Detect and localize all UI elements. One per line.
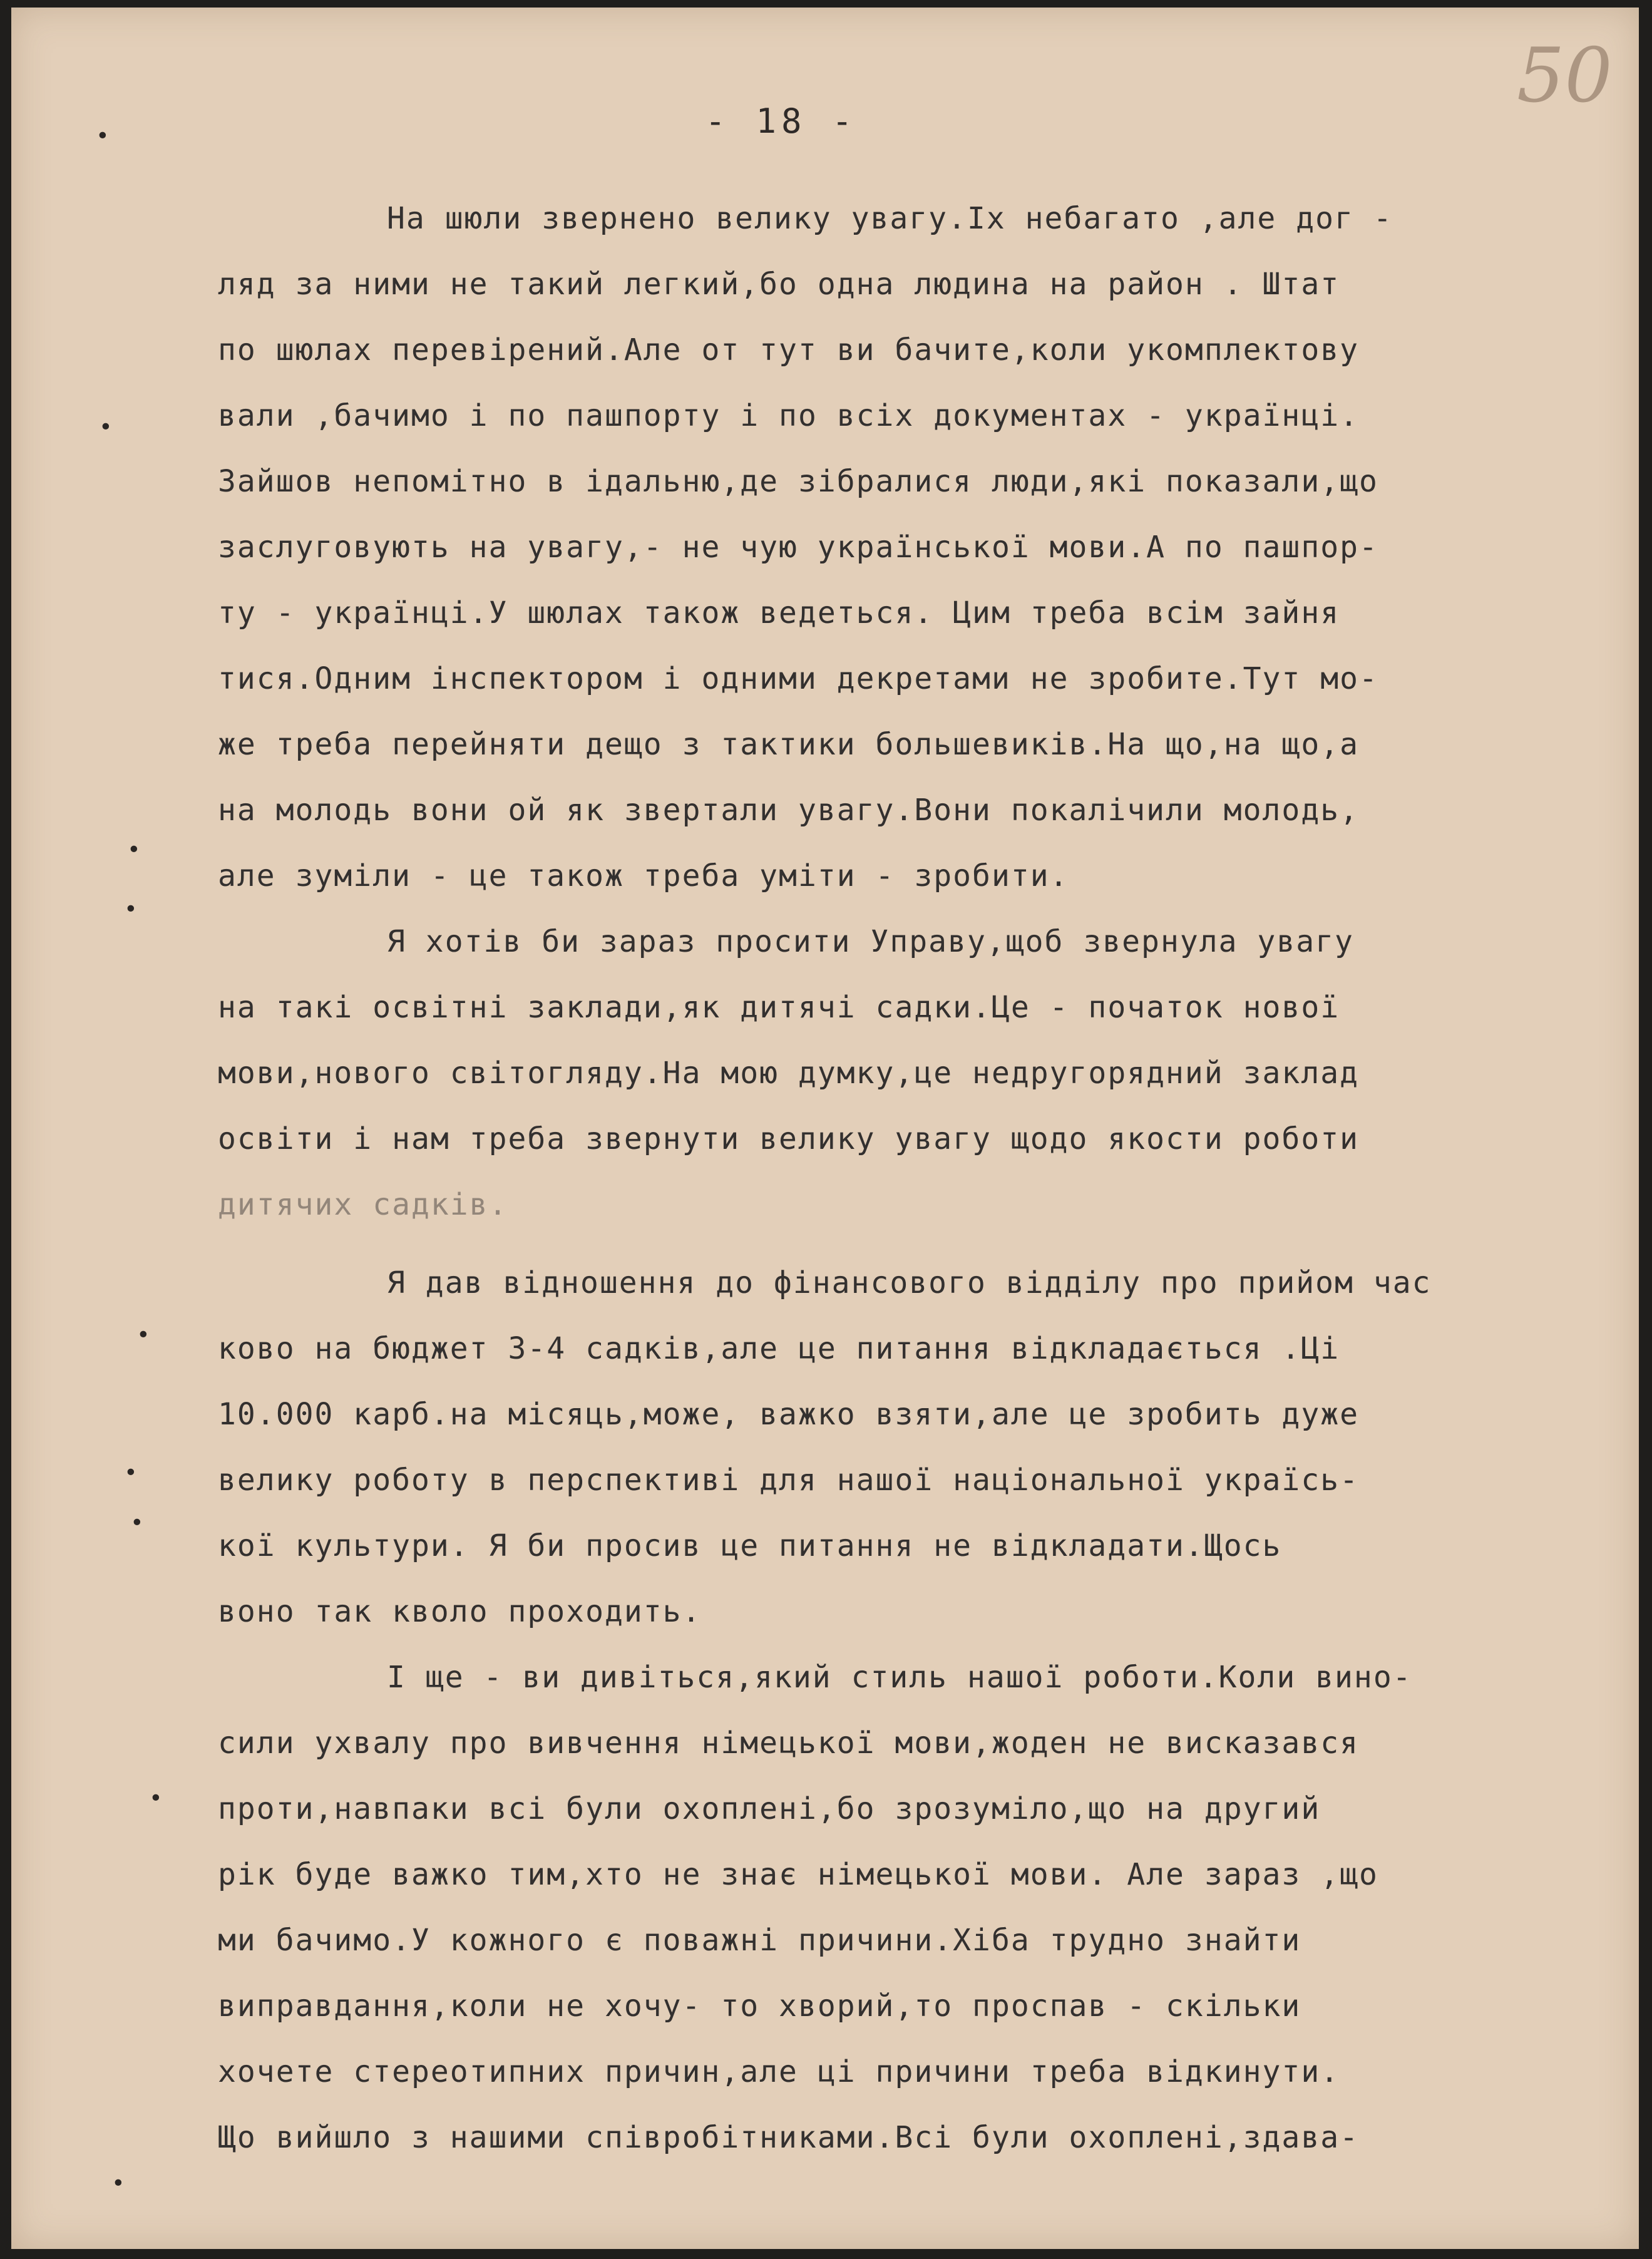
text-line: вали ,бачимо і по пашпорту і по всіх документах - українці. <box>218 398 1360 433</box>
text-line: тися.Одним інспектором і одними декретами не зробите.Тут мо- <box>218 661 1378 696</box>
text-line: же треба перейняти дещо з тактики большевиків.На що,на що,а <box>218 727 1360 762</box>
text-line: сили ухвалу про вивчення німецької мови,жоден не висказався <box>218 1726 1360 1761</box>
binding-hole-mark: • <box>124 1460 138 1486</box>
text-line: велику роботу в перспективі для нашої національної україсь- <box>218 1463 1360 1498</box>
text-line: Я хотів би зараз просити Управу,щоб звернула увагу <box>387 924 1354 959</box>
text-line: Що вийшло з нашими співробітниками.Всі були охоплені,здава- <box>218 2120 1360 2155</box>
binding-hole-mark: • <box>127 837 141 863</box>
text-line: проти,навпаки всі були охоплені,бо зрозуміло,що на другий <box>218 1791 1321 1826</box>
text-line: на молодь вони ой як звертали увагу.Вони покалічили молодь, <box>218 793 1360 828</box>
text-line: ково на бюджет 3-4 садків,але це питання відкладається .Ці <box>218 1331 1340 1366</box>
binding-hole-mark: • <box>99 414 113 440</box>
text-line: Я дав відношення до фінансового відділу про прийом час <box>387 1265 1432 1300</box>
text-line: рік буде важко тим,хто не знає німецької мови. Але зараз ,що <box>218 1857 1378 1892</box>
text-line: ляд за ними не такий легкий,бо одна людина на район . Штат <box>218 267 1340 302</box>
binding-hole-mark: • <box>149 1786 163 1811</box>
text-line: мови,нового світогляду.На мою думку,це недругорядний заклад <box>218 1056 1360 1091</box>
text-line: хочете стереотипних причин,але ці причини треба відкинути. <box>218 2054 1340 2089</box>
archive-folio-number: 50 <box>1517 33 1613 120</box>
text-line: виправдання,коли не хочу- то хворий,то проспав - скільки <box>218 1989 1301 2024</box>
text-line: ту - українці.У шюлах також ведеться. Цим треба всім зайня <box>218 595 1340 630</box>
binding-hole-mark: • <box>96 123 110 149</box>
text-line: заслуговують на увагу,- не чую української мови.А по пашпор- <box>218 530 1378 565</box>
paragraph <box>218 1645 1620 2171</box>
binding-hole-mark: • <box>136 1322 150 1348</box>
text-line: на такі освітні заклади,як дитячі садки.Це - початок нової <box>218 990 1340 1025</box>
text-line: Зайшов непомітно в ідальню,де зібралися люди,які показали,що <box>218 464 1378 499</box>
text-line: кої культури. Я би просив це питання не відкладати.Щось <box>218 1528 1282 1563</box>
text-line: дитячих садків. <box>218 1187 508 1222</box>
binding-hole-mark: • <box>130 1510 144 1536</box>
text-line: 10.000 карб.на місяць,може, важко взяти,але це зробить дуже <box>218 1397 1360 1432</box>
paragraph <box>218 1250 1620 1645</box>
text-line: освіти і нам треба звернути велику увагу щодо якости роботи <box>218 1121 1360 1156</box>
binding-hole-mark: • <box>124 897 138 922</box>
text-line: але зуміли - це також треба уміти - зробити. <box>218 858 1069 893</box>
paragraph-gap <box>218 1238 1620 1250</box>
text-line: На шюли звернено велику увагу.Іх небагато ,але дог - <box>387 201 1393 236</box>
binding-hole-mark: • <box>111 2171 125 2196</box>
text-line: воно так кволо проходить. <box>218 1594 702 1629</box>
paragraph <box>218 186 1620 909</box>
text-line: по шюлах перевірений.Але от тут ви бачите,коли укомплектову <box>218 332 1360 368</box>
document-sheet <box>11 8 1639 2249</box>
typed-document-body <box>218 186 1620 2171</box>
text-line: І ще - ви дивіться,який стиль нашої роботи.Коли вино- <box>387 1660 1412 1695</box>
page-number: - 18 - <box>705 101 858 141</box>
paragraph <box>218 909 1620 1238</box>
text-line: ми бачимо.У кожного є поважні причини.Хіба трудно знайти <box>218 1923 1301 1958</box>
